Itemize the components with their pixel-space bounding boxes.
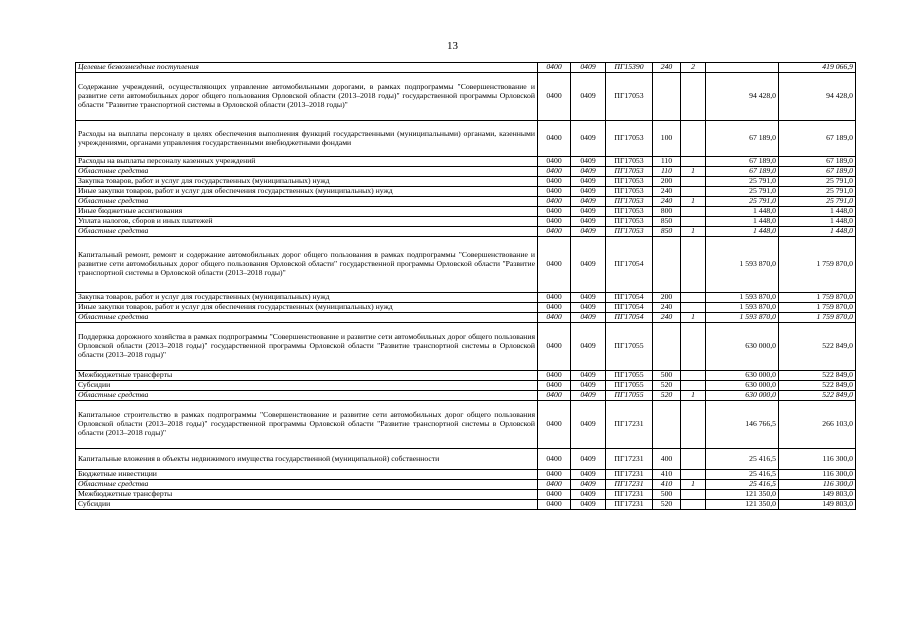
row-name-cell: Межбюджетные трансферты bbox=[76, 371, 538, 381]
target-item-code-cell: ПГ17054 bbox=[606, 313, 653, 323]
target-item-code-cell: ПГ17054 bbox=[606, 303, 653, 313]
funding-source-code-cell: 1 bbox=[681, 480, 706, 490]
target-item-code-cell: ПГ17053 bbox=[606, 167, 653, 177]
subsection-code-cell: 0409 bbox=[571, 237, 606, 293]
row-name-cell: Областные средства bbox=[76, 391, 538, 401]
target-item-code-cell: ПГ17055 bbox=[606, 371, 653, 381]
section-code-cell: 0400 bbox=[538, 449, 571, 470]
amount-year-2-cell: 522 849,0 bbox=[779, 371, 856, 381]
target-item-code-cell: ПГ17053 bbox=[606, 157, 653, 167]
amount-year-2-cell: 1 448,0 bbox=[779, 227, 856, 237]
target-item-code-cell: ПГ17053 bbox=[606, 177, 653, 187]
table-row bbox=[76, 371, 856, 381]
table-row bbox=[76, 207, 856, 217]
amount-year-1-cell: 1 593 870,0 bbox=[706, 313, 779, 323]
target-item-code-cell: ПГ17231 bbox=[606, 480, 653, 490]
amount-year-1-cell: 630 000,0 bbox=[706, 381, 779, 391]
subsection-code-cell: 0409 bbox=[571, 381, 606, 391]
table-row bbox=[76, 217, 856, 227]
expense-type-code-cell: 240 bbox=[653, 63, 681, 73]
table-row bbox=[76, 323, 856, 371]
amount-year-1-cell: 25 416,5 bbox=[706, 470, 779, 480]
amount-year-1-cell: 25 416,5 bbox=[706, 480, 779, 490]
section-code-cell: 0400 bbox=[538, 381, 571, 391]
amount-year-1-cell: 67 189,0 bbox=[706, 121, 779, 157]
row-name-cell: Областные средства bbox=[76, 480, 538, 490]
table-row bbox=[76, 121, 856, 157]
section-code-cell: 0400 bbox=[538, 63, 571, 73]
amount-year-1-cell: 630 000,0 bbox=[706, 391, 779, 401]
target-item-code-cell: ПГ17231 bbox=[606, 490, 653, 500]
expense-type-code-cell: 200 bbox=[653, 293, 681, 303]
row-name-cell: Областные средства bbox=[76, 167, 538, 177]
expense-type-code-cell: 240 bbox=[653, 187, 681, 197]
table-row bbox=[76, 449, 856, 470]
funding-source-code-cell bbox=[681, 323, 706, 371]
row-name-cell: Областные средства bbox=[76, 197, 538, 207]
expense-type-code-cell bbox=[653, 237, 681, 293]
row-name-cell: Закупка товаров, работ и услуг для государственных (муниципальных) нужд bbox=[76, 177, 538, 187]
subsection-code-cell: 0409 bbox=[571, 217, 606, 227]
row-name-cell: Целевые безвозмездные поступления bbox=[76, 63, 538, 73]
subsection-code-cell: 0409 bbox=[571, 121, 606, 157]
section-code-cell: 0400 bbox=[538, 73, 571, 121]
row-name-cell: Капитальный ремонт, ремонт и содержание автомобильных дорог общего пользования в рамках подпрограммы "Совершенствование и развитие сети автомобильных дорог общего пользования Орловской области" государственной программы Орловской области "Развитие транспортной системы в Орловской области (2013–2018 годы)" bbox=[76, 237, 538, 293]
amount-year-1-cell: 1 448,0 bbox=[706, 207, 779, 217]
amount-year-1-cell: 630 000,0 bbox=[706, 323, 779, 371]
subsection-code-cell: 0409 bbox=[571, 401, 606, 449]
amount-year-2-cell: 1 759 870,0 bbox=[779, 313, 856, 323]
table-row bbox=[76, 167, 856, 177]
amount-year-2-cell: 1 448,0 bbox=[779, 217, 856, 227]
subsection-code-cell: 0409 bbox=[571, 500, 606, 510]
subsection-code-cell: 0409 bbox=[571, 207, 606, 217]
expense-type-code-cell: 100 bbox=[653, 121, 681, 157]
section-code-cell: 0400 bbox=[538, 197, 571, 207]
row-name-cell: Содержание учреждений, осуществляющих управление автомобильными дорогами, в рамках подпрограммы "Совершенствование и развитие сети автомобильных дорог общего пользования Орловской области (2013–2018 годы)" государственной программы Орловской области "Развитие транспортной системы в Орловской области (2013–2018 годы)" bbox=[76, 73, 538, 121]
row-name-cell: Бюджетные инвестиции bbox=[76, 470, 538, 480]
table-row bbox=[76, 391, 856, 401]
expense-type-code-cell: 200 bbox=[653, 177, 681, 187]
subsection-code-cell: 0409 bbox=[571, 470, 606, 480]
section-code-cell: 0400 bbox=[538, 167, 571, 177]
expense-type-code-cell: 520 bbox=[653, 381, 681, 391]
amount-year-1-cell: 67 189,0 bbox=[706, 157, 779, 167]
subsection-code-cell: 0409 bbox=[571, 187, 606, 197]
expense-type-code-cell: 500 bbox=[653, 371, 681, 381]
funding-source-code-cell bbox=[681, 217, 706, 227]
section-code-cell: 0400 bbox=[538, 500, 571, 510]
target-item-code-cell: ПГ17055 bbox=[606, 381, 653, 391]
table-row bbox=[76, 187, 856, 197]
expense-type-code-cell: 520 bbox=[653, 500, 681, 510]
target-item-code-cell: ПГ17053 bbox=[606, 121, 653, 157]
funding-source-code-cell bbox=[681, 449, 706, 470]
subsection-code-cell: 0409 bbox=[571, 197, 606, 207]
amount-year-1-cell: 25 416,5 bbox=[706, 449, 779, 470]
expense-type-code-cell: 400 bbox=[653, 449, 681, 470]
funding-source-code-cell bbox=[681, 303, 706, 313]
amount-year-1-cell: 25 791,0 bbox=[706, 187, 779, 197]
table-row bbox=[76, 470, 856, 480]
section-code-cell: 0400 bbox=[538, 371, 571, 381]
subsection-code-cell: 0409 bbox=[571, 63, 606, 73]
amount-year-2-cell: 94 428,0 bbox=[779, 73, 856, 121]
section-code-cell: 0400 bbox=[538, 470, 571, 480]
section-code-cell: 0400 bbox=[538, 187, 571, 197]
row-name-cell: Расходы на выплаты персоналу казенных учреждений bbox=[76, 157, 538, 167]
amount-year-1-cell: 94 428,0 bbox=[706, 73, 779, 121]
target-item-code-cell: ПГ17054 bbox=[606, 293, 653, 303]
row-name-cell: Капитальные вложения в объекты недвижимого имущества государственной (муниципальной) собственности bbox=[76, 449, 538, 470]
amount-year-2-cell: 25 791,0 bbox=[779, 187, 856, 197]
funding-source-code-cell: 1 bbox=[681, 227, 706, 237]
expense-type-code-cell: 410 bbox=[653, 470, 681, 480]
amount-year-2-cell: 67 189,0 bbox=[779, 121, 856, 157]
table-row bbox=[76, 303, 856, 313]
amount-year-1-cell: 67 189,0 bbox=[706, 167, 779, 177]
subsection-code-cell: 0409 bbox=[571, 323, 606, 371]
page-number: 13 bbox=[447, 40, 458, 52]
amount-year-2-cell: 67 189,0 bbox=[779, 167, 856, 177]
expense-type-code-cell: 240 bbox=[653, 313, 681, 323]
funding-source-code-cell bbox=[681, 237, 706, 293]
amount-year-2-cell: 116 300,0 bbox=[779, 470, 856, 480]
amount-year-1-cell: 1 448,0 bbox=[706, 217, 779, 227]
funding-source-code-cell bbox=[681, 157, 706, 167]
funding-source-code-cell bbox=[681, 381, 706, 391]
table-row bbox=[76, 313, 856, 323]
funding-source-code-cell bbox=[681, 121, 706, 157]
subsection-code-cell: 0409 bbox=[571, 449, 606, 470]
table-row bbox=[76, 73, 856, 121]
subsection-code-cell: 0409 bbox=[571, 227, 606, 237]
expense-type-code-cell: 240 bbox=[653, 197, 681, 207]
target-item-code-cell: ПГ17055 bbox=[606, 323, 653, 371]
target-item-code-cell: ПГ17053 bbox=[606, 187, 653, 197]
section-code-cell: 0400 bbox=[538, 303, 571, 313]
funding-source-code-cell bbox=[681, 293, 706, 303]
amount-year-2-cell: 522 849,0 bbox=[779, 323, 856, 371]
table-row bbox=[76, 480, 856, 490]
amount-year-2-cell: 149 803,0 bbox=[779, 490, 856, 500]
table-row bbox=[76, 490, 856, 500]
row-name-cell: Иные бюджетные ассигнования bbox=[76, 207, 538, 217]
target-item-code-cell: ПГ17231 bbox=[606, 500, 653, 510]
table-row bbox=[76, 500, 856, 510]
amount-year-2-cell: 149 803,0 bbox=[779, 500, 856, 510]
subsection-code-cell: 0409 bbox=[571, 157, 606, 167]
row-name-cell: Поддержка дорожного хозяйства в рамках подпрограммы "Совершенствование и развитие сети автомобильных дорог общего пользования Орловской области (2013–2018 годы)" государственной программы Орловской области "Развитие транспортной системы в Орловской области (2013–2018 годы)" bbox=[76, 323, 538, 371]
funding-source-code-cell bbox=[681, 401, 706, 449]
amount-year-2-cell: 1 759 870,0 bbox=[779, 303, 856, 313]
expense-type-code-cell bbox=[653, 401, 681, 449]
table-row bbox=[76, 401, 856, 449]
section-code-cell: 0400 bbox=[538, 323, 571, 371]
section-code-cell: 0400 bbox=[538, 177, 571, 187]
amount-year-1-cell: 1 593 870,0 bbox=[706, 237, 779, 293]
expense-type-code-cell: 110 bbox=[653, 157, 681, 167]
amount-year-1-cell: 25 791,0 bbox=[706, 197, 779, 207]
subsection-code-cell: 0409 bbox=[571, 480, 606, 490]
funding-source-code-cell bbox=[681, 73, 706, 121]
row-name-cell: Субсидии bbox=[76, 381, 538, 391]
amount-year-1-cell: 1 593 870,0 bbox=[706, 293, 779, 303]
table-row bbox=[76, 227, 856, 237]
funding-source-code-cell bbox=[681, 371, 706, 381]
section-code-cell: 0400 bbox=[538, 391, 571, 401]
subsection-code-cell: 0409 bbox=[571, 490, 606, 500]
target-item-code-cell: ПГ17231 bbox=[606, 401, 653, 449]
subsection-code-cell: 0409 bbox=[571, 293, 606, 303]
table-row bbox=[76, 197, 856, 207]
amount-year-1-cell: 630 000,0 bbox=[706, 371, 779, 381]
row-name-cell: Капитальное строительство в рамках подпрограммы "Совершенствование и развитие сети автомобильных дорог общего пользования Орловской области (2013–2018 годы)" государственной программы Орловской области "Развитие транспортной системы в Орловской области (2013–2018 годы)" bbox=[76, 401, 538, 449]
target-item-code-cell: ПГ17231 bbox=[606, 449, 653, 470]
amount-year-2-cell: 266 103,0 bbox=[779, 401, 856, 449]
section-code-cell: 0400 bbox=[538, 480, 571, 490]
funding-source-code-cell bbox=[681, 490, 706, 500]
table-row bbox=[76, 381, 856, 391]
amount-year-2-cell: 1 448,0 bbox=[779, 207, 856, 217]
section-code-cell: 0400 bbox=[538, 227, 571, 237]
funding-source-code-cell bbox=[681, 207, 706, 217]
funding-source-code-cell: 1 bbox=[681, 313, 706, 323]
section-code-cell: 0400 bbox=[538, 207, 571, 217]
funding-source-code-cell bbox=[681, 470, 706, 480]
amount-year-1-cell bbox=[706, 63, 779, 73]
row-name-cell: Расходы на выплаты персоналу в целях обеспечения выполнения функций государственными (муниципальными) органами, казенными учреждениями, органами управления государственными внебюджетными фондами bbox=[76, 121, 538, 157]
amount-year-1-cell: 121 350,0 bbox=[706, 500, 779, 510]
table-row bbox=[76, 63, 856, 73]
amount-year-1-cell: 25 791,0 bbox=[706, 177, 779, 187]
target-item-code-cell: ПГ17053 bbox=[606, 207, 653, 217]
table-row bbox=[76, 237, 856, 293]
expense-type-code-cell: 110 bbox=[653, 167, 681, 177]
expense-type-code-cell: 410 bbox=[653, 480, 681, 490]
expense-type-code-cell bbox=[653, 323, 681, 371]
row-name-cell: Иные закупки товаров, работ и услуг для обеспечения государственных (муниципальных) нужд bbox=[76, 303, 538, 313]
row-name-cell: Иные закупки товаров, работ и услуг для обеспечения государственных (муниципальных) нужд bbox=[76, 187, 538, 197]
amount-year-2-cell: 522 849,0 bbox=[779, 381, 856, 391]
section-code-cell: 0400 bbox=[538, 490, 571, 500]
table-row bbox=[76, 177, 856, 187]
amount-year-2-cell: 1 759 870,0 bbox=[779, 237, 856, 293]
budget-table-body bbox=[76, 63, 856, 510]
subsection-code-cell: 0409 bbox=[571, 371, 606, 381]
subsection-code-cell: 0409 bbox=[571, 177, 606, 187]
row-name-cell: Субсидии bbox=[76, 500, 538, 510]
section-code-cell: 0400 bbox=[538, 401, 571, 449]
amount-year-1-cell: 1 593 870,0 bbox=[706, 303, 779, 313]
funding-source-code-cell: 2 bbox=[681, 63, 706, 73]
amount-year-2-cell: 522 849,0 bbox=[779, 391, 856, 401]
subsection-code-cell: 0409 bbox=[571, 303, 606, 313]
subsection-code-cell: 0409 bbox=[571, 391, 606, 401]
amount-year-1-cell: 146 766,5 bbox=[706, 401, 779, 449]
expense-type-code-cell: 850 bbox=[653, 227, 681, 237]
funding-source-code-cell: 1 bbox=[681, 391, 706, 401]
expense-type-code-cell bbox=[653, 73, 681, 121]
amount-year-2-cell: 116 300,0 bbox=[779, 480, 856, 490]
section-code-cell: 0400 bbox=[538, 293, 571, 303]
section-code-cell: 0400 bbox=[538, 157, 571, 167]
amount-year-1-cell: 1 448,0 bbox=[706, 227, 779, 237]
expense-type-code-cell: 500 bbox=[653, 490, 681, 500]
table-row bbox=[76, 157, 856, 167]
funding-source-code-cell bbox=[681, 187, 706, 197]
table-row bbox=[76, 293, 856, 303]
row-name-cell: Межбюджетные трансферты bbox=[76, 490, 538, 500]
funding-source-code-cell bbox=[681, 177, 706, 187]
subsection-code-cell: 0409 bbox=[571, 73, 606, 121]
row-name-cell: Закупка товаров, работ и услуг для государственных (муниципальных) нужд bbox=[76, 293, 538, 303]
row-name-cell: Областные средства bbox=[76, 313, 538, 323]
section-code-cell: 0400 bbox=[538, 121, 571, 157]
section-code-cell: 0400 bbox=[538, 217, 571, 227]
funding-source-code-cell: 1 bbox=[681, 167, 706, 177]
row-name-cell: Уплата налогов, сборов и иных платежей bbox=[76, 217, 538, 227]
target-item-code-cell: ПГ17054 bbox=[606, 237, 653, 293]
expense-type-code-cell: 850 bbox=[653, 217, 681, 227]
section-code-cell: 0400 bbox=[538, 237, 571, 293]
subsection-code-cell: 0409 bbox=[571, 313, 606, 323]
target-item-code-cell: ПГ17053 bbox=[606, 197, 653, 207]
amount-year-2-cell: 67 189,0 bbox=[779, 157, 856, 167]
subsection-code-cell: 0409 bbox=[571, 167, 606, 177]
funding-source-code-cell bbox=[681, 500, 706, 510]
target-item-code-cell: ПГ17055 bbox=[606, 391, 653, 401]
expense-type-code-cell: 800 bbox=[653, 207, 681, 217]
expense-type-code-cell: 520 bbox=[653, 391, 681, 401]
row-name-cell: Областные средства bbox=[76, 227, 538, 237]
target-item-code-cell: ПГ17053 bbox=[606, 217, 653, 227]
budget-table bbox=[75, 62, 856, 510]
target-item-code-cell: ПГ17053 bbox=[606, 73, 653, 121]
amount-year-2-cell: 1 759 870,0 bbox=[779, 293, 856, 303]
target-item-code-cell: ПГ17231 bbox=[606, 470, 653, 480]
amount-year-2-cell: 419 066,9 bbox=[779, 63, 856, 73]
funding-source-code-cell: 1 bbox=[681, 197, 706, 207]
expense-type-code-cell: 240 bbox=[653, 303, 681, 313]
amount-year-1-cell: 121 350,0 bbox=[706, 490, 779, 500]
target-item-code-cell: ПГ15390 bbox=[606, 63, 653, 73]
section-code-cell: 0400 bbox=[538, 313, 571, 323]
amount-year-2-cell: 116 300,0 bbox=[779, 449, 856, 470]
target-item-code-cell: ПГ17053 bbox=[606, 227, 653, 237]
amount-year-2-cell: 25 791,0 bbox=[779, 177, 856, 187]
amount-year-2-cell: 25 791,0 bbox=[779, 197, 856, 207]
